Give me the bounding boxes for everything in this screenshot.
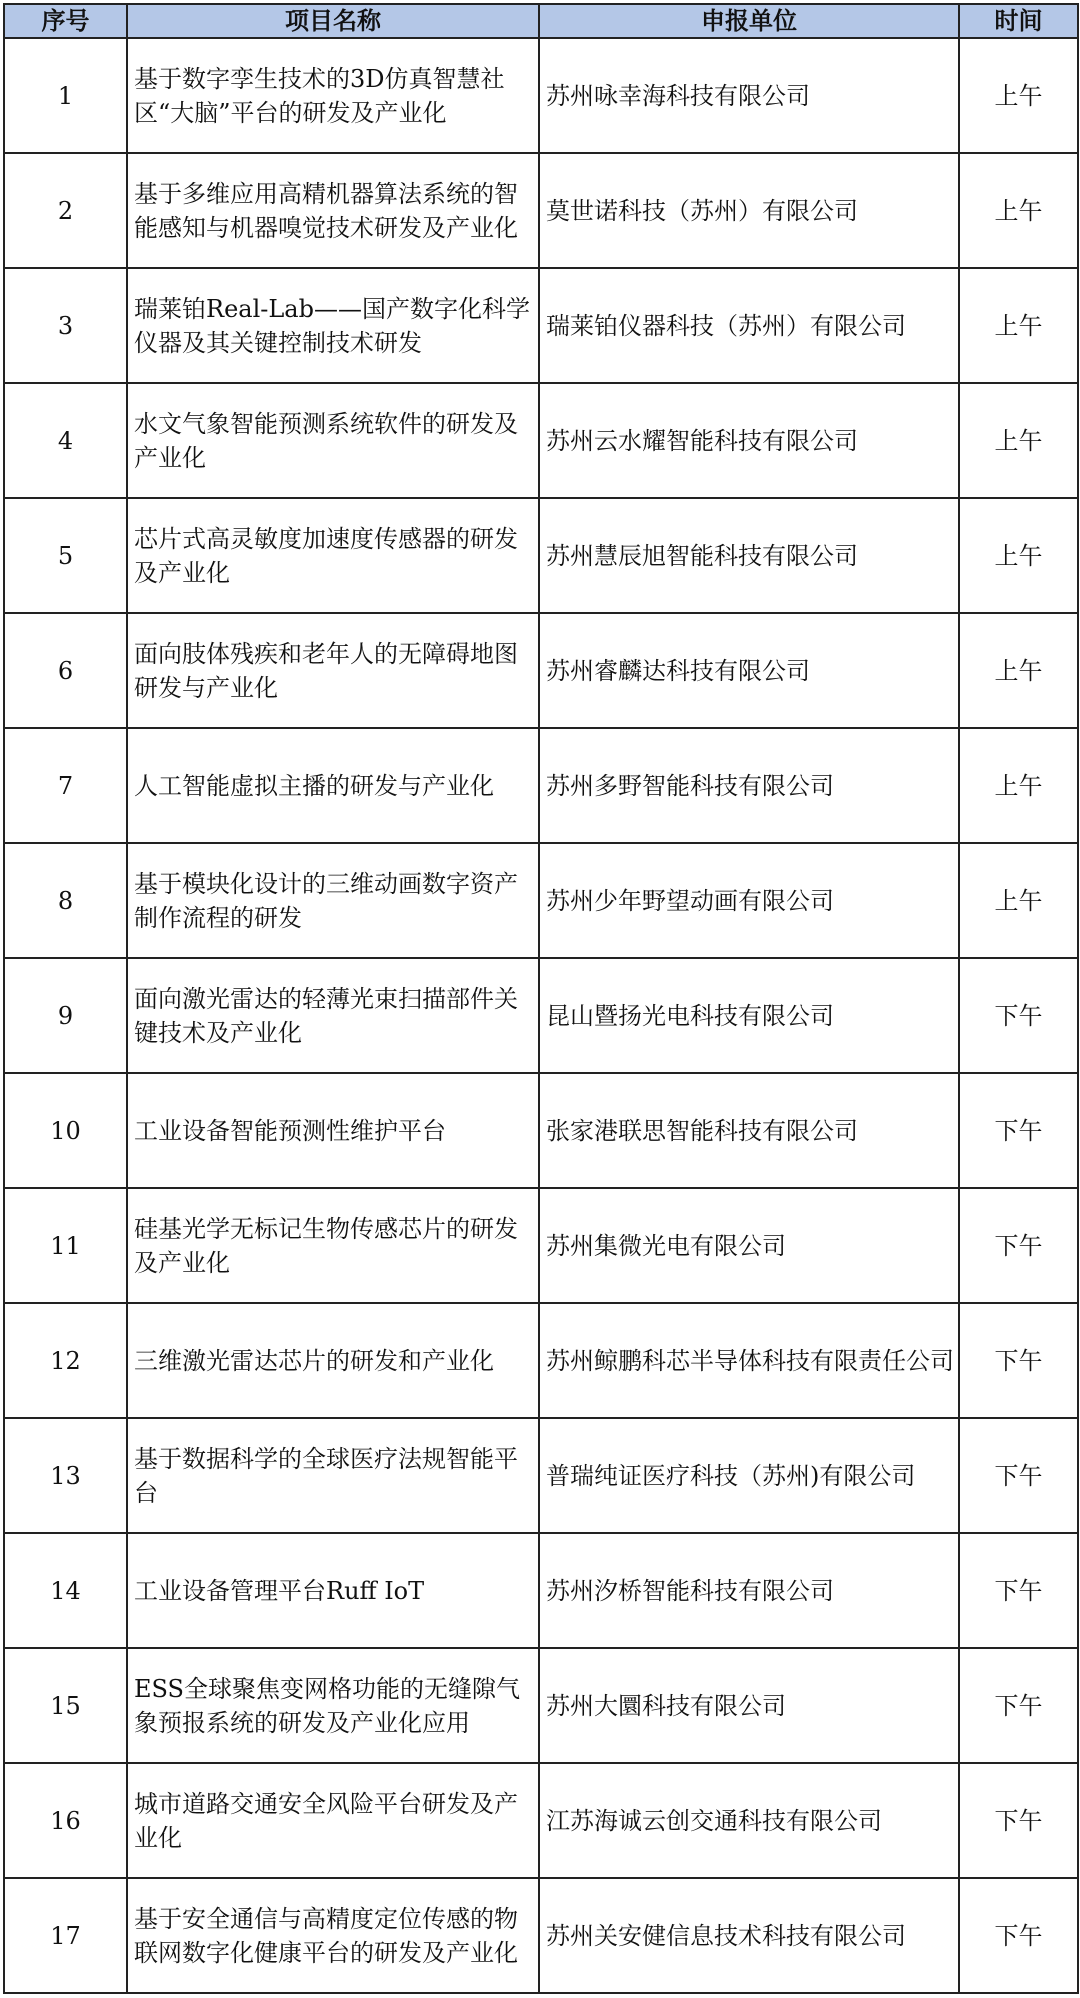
row-index: 17 — [4, 1878, 127, 1993]
table-row — [4, 153, 1078, 268]
header-project-name: 项目名称 — [127, 4, 539, 38]
applicant-unit: 苏州集微光电有限公司 — [539, 1188, 959, 1303]
session-time: 上午 — [959, 153, 1078, 268]
project-name: 基于多维应用高精机器算法系统的智能感知与机器嗅觉技术研发及产业化 — [127, 153, 539, 268]
project-name: 城市道路交通安全风险平台研发及产业化 — [127, 1763, 539, 1878]
applicant-unit: 苏州鲸鹏科芯半导体科技有限责任公司 — [539, 1303, 959, 1418]
session-time: 上午 — [959, 38, 1078, 153]
header-applicant-unit: 申报单位 — [539, 4, 959, 38]
project-name: 芯片式高灵敏度加速度传感器的研发及产业化 — [127, 498, 539, 613]
table-row — [4, 38, 1078, 153]
table-row — [4, 958, 1078, 1073]
project-name: 三维激光雷达芯片的研发和产业化 — [127, 1303, 539, 1418]
applicant-unit: 苏州咏幸海科技有限公司 — [539, 38, 959, 153]
applicant-unit: 昆山暨扬光电科技有限公司 — [539, 958, 959, 1073]
project-name: 工业设备智能预测性维护平台 — [127, 1073, 539, 1188]
project-name: 面向肢体残疾和老年人的无障碍地图研发与产业化 — [127, 613, 539, 728]
project-schedule-table — [3, 3, 1079, 1994]
project-name: 基于数据科学的全球医疗法规智能平台 — [127, 1418, 539, 1533]
table-row — [4, 268, 1078, 383]
applicant-unit: 苏州关安健信息技术科技有限公司 — [539, 1878, 959, 1993]
table-row — [4, 383, 1078, 498]
project-name: 基于安全通信与高精度定位传感的物联网数字化健康平台的研发及产业化 — [127, 1878, 539, 1993]
row-index: 4 — [4, 383, 127, 498]
session-time: 下午 — [959, 1648, 1078, 1763]
project-name: 工业设备管理平台Ruff IoT — [127, 1533, 539, 1648]
applicant-unit: 苏州大圜科技有限公司 — [539, 1648, 959, 1763]
row-index: 6 — [4, 613, 127, 728]
row-index: 11 — [4, 1188, 127, 1303]
header-row — [4, 4, 1078, 38]
table-row — [4, 1418, 1078, 1533]
project-name: 瑞莱铂Real-Lab——国产数字化科学仪器及其关键控制技术研发 — [127, 268, 539, 383]
table-row — [4, 1188, 1078, 1303]
session-time: 上午 — [959, 383, 1078, 498]
session-time: 下午 — [959, 1763, 1078, 1878]
project-name: 基于数字孪生技术的3D仿真智慧社区“大脑”平台的研发及产业化 — [127, 38, 539, 153]
applicant-unit: 苏州少年野望动画有限公司 — [539, 843, 959, 958]
applicant-unit: 苏州云水耀智能科技有限公司 — [539, 383, 959, 498]
project-name: 面向激光雷达的轻薄光束扫描部件关键技术及产业化 — [127, 958, 539, 1073]
applicant-unit: 苏州慧辰旭智能科技有限公司 — [539, 498, 959, 613]
header-index: 序号 — [4, 4, 127, 38]
table-row — [4, 1303, 1078, 1418]
applicant-unit: 江苏海诚云创交通科技有限公司 — [539, 1763, 959, 1878]
table-row — [4, 728, 1078, 843]
table-row — [4, 498, 1078, 613]
row-index: 5 — [4, 498, 127, 613]
row-index: 12 — [4, 1303, 127, 1418]
table-row — [4, 1073, 1078, 1188]
table-row — [4, 613, 1078, 728]
applicant-unit: 瑞莱铂仪器科技（苏州）有限公司 — [539, 268, 959, 383]
session-time: 下午 — [959, 958, 1078, 1073]
row-index: 10 — [4, 1073, 127, 1188]
session-time: 上午 — [959, 613, 1078, 728]
session-time: 下午 — [959, 1418, 1078, 1533]
table-row — [4, 1878, 1078, 1993]
row-index: 15 — [4, 1648, 127, 1763]
project-name: 人工智能虚拟主播的研发与产业化 — [127, 728, 539, 843]
session-time: 下午 — [959, 1073, 1078, 1188]
applicant-unit: 莫世诺科技（苏州）有限公司 — [539, 153, 959, 268]
session-time: 上午 — [959, 843, 1078, 958]
session-time: 上午 — [959, 498, 1078, 613]
session-time: 下午 — [959, 1533, 1078, 1648]
header-time: 时间 — [959, 4, 1078, 38]
applicant-unit: 张家港联思智能科技有限公司 — [539, 1073, 959, 1188]
applicant-unit: 苏州睿麟达科技有限公司 — [539, 613, 959, 728]
row-index: 9 — [4, 958, 127, 1073]
row-index: 7 — [4, 728, 127, 843]
table-row — [4, 1648, 1078, 1763]
applicant-unit: 普瑞纯证医疗科技（苏州)有限公司 — [539, 1418, 959, 1533]
applicant-unit: 苏州汐桥智能科技有限公司 — [539, 1533, 959, 1648]
table-row — [4, 843, 1078, 958]
session-time: 下午 — [959, 1188, 1078, 1303]
project-name: 硅基光学无标记生物传感芯片的研发及产业化 — [127, 1188, 539, 1303]
row-index: 1 — [4, 38, 127, 153]
row-index: 2 — [4, 153, 127, 268]
session-time: 上午 — [959, 268, 1078, 383]
row-index: 14 — [4, 1533, 127, 1648]
session-time: 上午 — [959, 728, 1078, 843]
table-row — [4, 1533, 1078, 1648]
applicant-unit: 苏州多野智能科技有限公司 — [539, 728, 959, 843]
row-index: 13 — [4, 1418, 127, 1533]
row-index: 3 — [4, 268, 127, 383]
project-name: 水文气象智能预测系统软件的研发及产业化 — [127, 383, 539, 498]
row-index: 8 — [4, 843, 127, 958]
project-name: ESS全球聚焦变网格功能的无缝隙气象预报系统的研发及产业化应用 — [127, 1648, 539, 1763]
session-time: 下午 — [959, 1878, 1078, 1993]
table-row — [4, 1763, 1078, 1878]
session-time: 下午 — [959, 1303, 1078, 1418]
project-name: 基于模块化设计的三维动画数字资产制作流程的研发 — [127, 843, 539, 958]
row-index: 16 — [4, 1763, 127, 1878]
